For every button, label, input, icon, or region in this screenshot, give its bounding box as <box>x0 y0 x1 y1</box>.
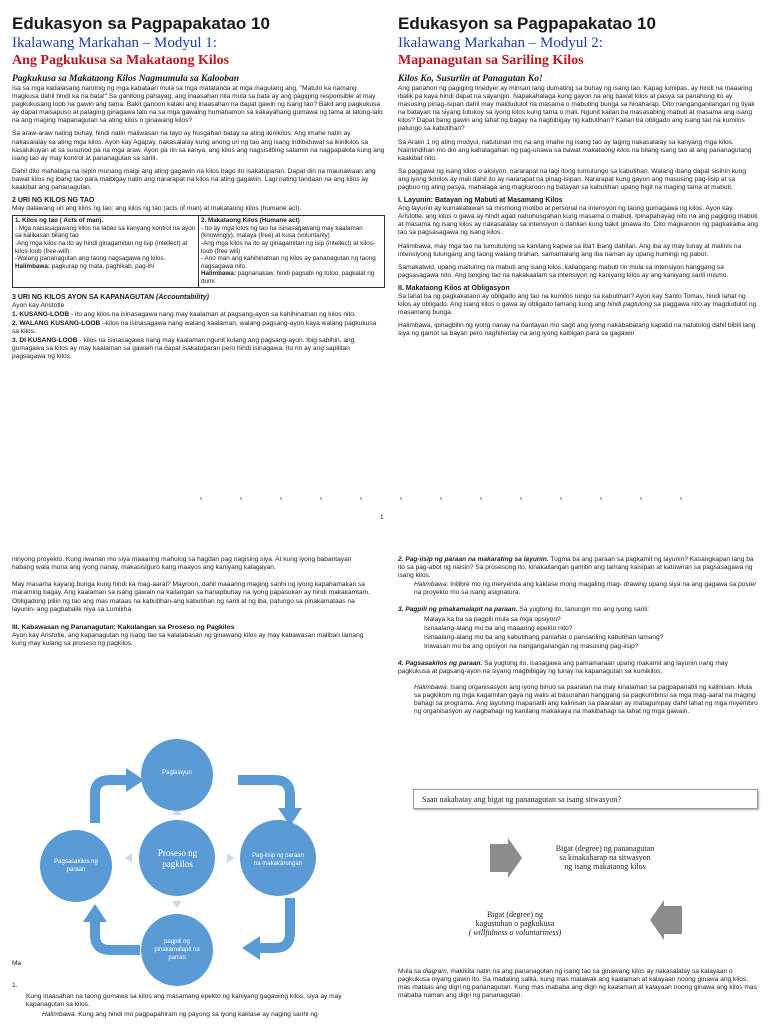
table-line: -Walang pananagutan ang taong nagsagawa ng kilos. <box>15 255 166 263</box>
paragraph: Halimbawa, ipinagbilin ng iyong nanay na bantayan mo sagit ang iyong nakababatang kapatid na natutulog dahil bibili lang siya ng gamot sa bayan pero naghihintay na ang iyong kaibigan para sa gagawin <box>398 322 756 338</box>
paragraph: Ang layunin ay kumakatawan sa mismong motibo at personal na intensyon ng taong gumagawa ng kilos. Ayon kay Aristotle, ang kilos o gawa ay hindi agad nahuhusgahan kung masama o mabuti. Ipinapahayag nito na ang pagiging mabuti at masama ng isang kilos ay nakasalalay sa intensiyon o dahilan kung bakit ginawa ito. Dito magkaroon ng pagkakaiba ang tao sa pagsasagawa ng isang kilos. <box>398 205 758 237</box>
paragraph: Sa araw-araw nating buhay, hindi natin maiiwasan na tayo ay husgahan batay sa ating ikinikilos. Ang imahe natin ay nakasalalay sa ating mga kilos. Ayon kay Agapay, nakasalalay kung anong uri ng tao ang isang indibiduwal sa ikinikilos sa kasalukuyan at sa susunod pa na mga araw. Ayon pa rin sa kanya, ang kilos ang nagsisilbing salamin na nagpapakita kung ang isang tao ay may kontrol at pananagutan sa sarili. <box>12 130 385 162</box>
scale-bottom-line: ( willfulness o voluntariness) <box>468 928 562 937</box>
section-title: I. Layunin: Batayan ng Mabuti at Masamang Kilos <box>398 197 563 205</box>
example-label: Halimbawa: <box>201 270 236 278</box>
module-label: Ikalawang Markahan – Modyul 1: <box>12 35 217 51</box>
section-subheading: Kilos Ko, Susuriin at Panagutan Ko! <box>398 74 543 84</box>
table-line: -Ang mga kilos na ito ay ginagamitan ng isip (intellect) at kilos-loob (free will) <box>201 240 375 255</box>
question: Malaya ka ba sa pagpili mula sa mga opsiyon? <box>424 615 561 623</box>
list-item-label: 3. Pagpili ng pinakamalapit na paraan. <box>398 606 518 614</box>
paragraph-text: sa paggawa nito ay magdudulot ng masamang bunga. <box>398 300 757 317</box>
example-label: Halimbawa: <box>414 581 449 589</box>
paragraph: ninyong proyekto. Kung iiwanan mo siya maaaring mahulog sa hagdan pag nagising siya. At kung iyong babantayan habang wala muna ang iyong nanay, makasisiguro kang maayos ang kaniyang kalagayan. <box>12 556 352 572</box>
cycle-arrow <box>95 780 128 823</box>
module-heading: Ang Pagkukusa sa Makataong Kilos <box>12 53 230 68</box>
page1-right-column <box>398 14 758 343</box>
list-item-label: 3. DI KUSANG-LOOB <box>12 336 78 344</box>
scale-bottom-label <box>440 910 590 937</box>
cycle-arrow <box>95 920 140 950</box>
list-item <box>12 320 385 336</box>
example-label: Halimbawa: <box>42 1011 77 1019</box>
paragraph <box>398 139 758 163</box>
scale-top-line: Bigat (degree) ng pananagutan <box>555 844 655 853</box>
list-item-label: 4. Pagsasakilos ng paraan. <box>398 659 483 667</box>
scale-bottom-line: kagustuhan o pagkukusa <box>475 919 555 928</box>
question-box: Saan nakabatay ang bigat ng pananagutan sa isang sitwasyon? <box>413 789 758 809</box>
paragraph-text: na proyekto mo sa isang asignatura. <box>414 589 521 597</box>
small-arrow <box>125 853 132 863</box>
paragraph: May masama kayang bunga kung hindi ka mag-aaral? Mayroon, dahil maaaring maging sanhi ng iyong kapahamakan sa maraming bagay. Ang kaalaman sa isang gawain na kailangan sa hanapbuhay na iyong papasukan ay hindi makakamtam. <box>12 581 371 597</box>
paragraph <box>398 684 758 716</box>
table-line: - Mga naisasagawang kilos na labas sa kanyang kontrol na ayon sa kalikasan bilang tao <box>15 224 196 240</box>
question: Iniwasan mo ba ang opsiyon na nangangailangan ng masusing pag-iisip? <box>424 642 639 650</box>
list-item-label: 2. WALANG KUSANG-LOOB <box>12 319 101 327</box>
section-subheading: Pagkukusa sa Makataong Kilos Nagmumula sa Kalooban <box>12 74 239 84</box>
cycle-arrow <box>258 898 290 948</box>
subject-title: Edukasyon sa Pagpapakatao 10 <box>12 14 270 33</box>
page2-right-bottom <box>398 968 758 1005</box>
table-cell-humane-act <box>199 216 385 287</box>
section-title-text: 3 URI NG KILOS AYON SA KAPANAGUTAN <box>12 293 155 301</box>
paragraph-text: Isang organisasyon ang iyong binuo sa paaralan na may kinalaman sa pagpapanatili ng kalinisan. Mula sa pagkikom ng mga kagamitan gaya ng walis at basurahan hanggang sa pagkumbinsi sa mga mag-aaral na maging bahagi sa programa. Ang layuning mapanatili ang kalinisan sa paaralan ay matagumpay dahil lahat ng mga miyembro ng organisasyon ay nagbahagi ng kanilang makakaya na makibahagi sa lahat ng mga gawain. <box>414 684 758 716</box>
list-item-label: 1. KUSANG-LOOB <box>12 310 70 318</box>
list-item <box>398 606 758 614</box>
paragraph-emphasis: drawing <box>621 581 647 589</box>
example-label: Halimbawa: <box>15 262 50 270</box>
paragraph: Halimbawa, may mga tao na tumutulong sa kanilang kapwa sa iba't ibang dahilan. Ang iba ay may tunay at malinis na intensiyong tulungang ang taong walang tirahan, samantalang ang iba naman ay upang humingi ng pabor. <box>398 242 742 258</box>
diagram-label-bottom: pagpili ng pinakamalapit na parran <box>154 939 200 961</box>
example-label: Halimbawa: <box>414 684 449 692</box>
scale-bottom-line: Bigat (degree) ng <box>487 910 543 919</box>
paragraph: May dalawang uri ang kilos ng tao: ang kilos ng tao (acts of man) at makataong kilos (humane act). <box>12 205 302 213</box>
table-cell-acts-of-man <box>13 216 199 287</box>
list-item <box>12 311 385 319</box>
section-title: III. Kabawasan ng Pananagutan: Kakulangan sa Proseso ng Pagkilos <box>12 623 235 631</box>
table-cell-heading: 1. Kilos ng tao ( Acts of man). <box>15 217 104 225</box>
diagram-label-right: Pag-iisip ng paraan na makakarungan <box>252 853 304 867</box>
paragraph: Ang panahon ng pagiging tinedyer ay minsan lang dumating sa buhay ng isang tao. Kapag lumipas, ay hindi na maaaring ibalik pa kaya hindi dapat na sayangin. Napakahalaga kung gayon na ang bawat kilos at pasya sa panahong ito ay masusing pinag-isipan dahil may maidudulot na masama o mabuting bunga sa hinaharap. Dito nanganganilangan ng tiyak na batayan na siyang tutukoy sa iyong kilos kung tama o mali. Ngunit kailan ba masasabing mabuti at masama ang isang kilos? Dapat bang gawin ang lahat ng bagay na nagbibigay ng kabutihan? Kailan ba obligado ang isang tao na kumilos patungo sa kabutihan? <box>398 85 755 133</box>
paragraph-text: upang siya na ang gagawa sa <box>646 581 739 589</box>
page1-left-column <box>12 14 385 362</box>
paragraph <box>398 581 758 597</box>
paragraph: Obligadong piliin ng tao ang mas mataas na kabutihan-ang kabutihan ng sarili at ng iba, patungo sa pinakamataas na layunin- ang pagbabalik niya sa Lumikha. <box>12 598 355 614</box>
paragraph: Ayon kay Aristotle, ang kapanagutan ng isang tao sa kalalabasan ng ginawang kilos ay may kabawasan maliban lamang kung may kulang sa proseso ng pagkilos. <box>12 631 364 647</box>
list-item <box>12 337 385 361</box>
kilos-table <box>12 215 385 287</box>
paragraph <box>398 968 758 1000</box>
paragraph <box>398 293 758 317</box>
page-number: 1 <box>380 514 384 521</box>
small-arrow <box>227 853 234 863</box>
list-item <box>398 660 758 676</box>
list-item-text: Tugma ba ang paraan sa pagkamit ng layunin? Kasangkapan lang ba ito sa pag-abot ng naisin? Sa prosesong ito, kinakailangan gamitin ang tamang kaisipan at katuwiran sa pagsasagawa ng isang kilos. <box>398 556 754 580</box>
list-item-text: - kilos na isinasagawa nang may kaalaman ngunit kulang ang pagsang-ayon. Ibig sabihin, ang gumagawa sa kilos ay may kaalaman sa gawain na dapat isakatuparan pero hindi isinagawa. Ito rin ay ang sapilitan pagsagawa ng kilos. <box>12 336 355 361</box>
small-arrow <box>172 901 182 908</box>
section-title-emphasis: (Accountability) <box>156 293 209 301</box>
paragraph-text: Inilibre mo ng meryenda ang kaklase mong magaling mag- <box>448 581 622 589</box>
page2-left-bottom <box>26 993 371 1024</box>
scale-top-label <box>530 844 680 871</box>
list-item-label: 2. Pag-iisip ng paraan na makarating sa layunin. <box>398 556 549 563</box>
section-title <box>12 294 385 301</box>
section-title: 2 URI NG KILOS NG TAO <box>12 197 95 205</box>
paragraph-text: na bilang isang tao at ang pananagutang kaakibat nito. <box>398 146 752 162</box>
list-item <box>398 556 758 580</box>
down-arrow-icon <box>650 900 682 940</box>
example-text: pagnanakaw, hindi pagsabi ng totoo, pagkalat ng dumi <box>201 270 375 285</box>
paragraph-text: Mula sa <box>398 968 423 975</box>
paragraph-emphasis: diagram <box>422 968 447 975</box>
paragraph <box>26 1011 371 1019</box>
page2-left-column <box>12 556 372 653</box>
list-item-text: –kilos na isinasagawa nang walang kaalaman, walang pagsang-ayon kaya walang pagkukusa sa kilos. <box>12 319 377 335</box>
paragraph: Dahil dito mahalaga na isipin munang maigi ang ating gagawin na kilos bago ito isakatuparan. Dapat din na maunawaan ang bawat kilos ng ibang tao para maibigay natin ang nararapat na kilos na ating gagawin. Lagi nating tandaan na ang kilos ay kaakibat ang pananagutan. <box>12 167 376 192</box>
scale-top-line: sa kinakaharap na sitwasyon <box>559 853 651 862</box>
source-line: Ayon kay Aristotle <box>12 301 65 309</box>
list-item-text: - ito ang kilos na isinasagawa nang may kaalaman at pagsang-ayon sa kahihinatnan ng kilos nito. <box>69 310 356 318</box>
paragraph: Kung inaasahan na taong gumawa sa kilos ang masamang epekto ng kaniyang gagawing kilos, siya ay may kapanagutan sa kilos. <box>26 993 342 1009</box>
diagram-label-top: Paglalayon <box>162 770 192 776</box>
paragraph-emphasis: makataong kilos <box>582 146 631 154</box>
paragraph: Samakatwid, upang maituring na mabuti ang isang kilos, kailangang mabuti rin mula sa intensiyon hanggang sa pagsasagawa nito. Ang tanging tao na nakakaalam sa intensiyon ng kaniyang kilos ay ang kaniyang sarili mismo. <box>398 263 729 279</box>
page2-right-column <box>398 556 758 722</box>
question: Isinaalang-alang mo ba ang kabutihang panlahat o pansariling kabutihan lamang? <box>424 633 664 641</box>
paragraph: Isa sa mga kadalasang naririnig ng mga kabataan mula sa mga matatanda at mga magulang ang, "Matuto ka namang magkusa dahil hindi ka na bata!" Sa ganitong pahayag, ang inaasahan nila mula sa bata ay ang pagiging responsible at may pagkukusang loob na gawin ang tama. Bakit ganoon kalaki ang inaasahan na dapat gawin ng isang tao? Bakit ang pagkukusa ay dapat maisapuso at palaging ginagawa lalo na sa mga gawaing humahamon sa kakayahang gumawa ng tama at lalong-lalo na ang maging mapanagutan sa ating kilos o ginawang kilos? <box>12 85 383 125</box>
paragraph-text: Sa lahat ba ng pagkakataon ay obligado ang tao na kumilos tungo sa kabutihan? Ayon kay Santo Tomas, hindi lahat ng kilos ay obligado. Ang isang kilos o gawa ay obligado lamang kung ang <box>398 292 746 308</box>
table-cell-heading: 2. Makataong Kilos (Humane act) <box>201 217 300 225</box>
table-line: - Ito ay mga kilos ng tao na isinasagawang may kaalaman (knowingly), malaya (free) at kusa (voluntarily) <box>201 224 363 240</box>
scale-top-line: ng isang makataong kilos <box>564 862 646 871</box>
cycle-arrow <box>238 780 290 810</box>
table-line: - Ano man ang kahihinatnan ng kilos ay pananagutan ng taong nagsagawa nito. <box>201 255 376 270</box>
diagram-label-center: Proseso ng pagkilos <box>157 848 198 869</box>
module-label: Ikalawang Markahan – Modyul 2: <box>398 35 603 51</box>
cycle-arrow-head <box>242 936 260 960</box>
section-title: II. Makataong Kilos at Obligasyon <box>398 284 510 292</box>
text-fragment: 1. <box>12 982 18 989</box>
page-divider-dots <box>200 497 700 500</box>
module-heading: Mapanagutan sa Sariling Kilos <box>398 53 584 68</box>
paragraph-emphasis: poster <box>738 581 757 589</box>
question: Isinaalang-alang mo ba ang maaaring epekto nito? <box>424 624 573 632</box>
diagram-label-left: Pagsasakilos ng paraan <box>54 859 98 873</box>
text-fragment: Ma <box>12 960 22 967</box>
list-item-text: Sa yugtong ito, tanungin mo ang iyong sarili: <box>517 606 650 614</box>
paragraph-text: Kung ang hindi mo pagpapahiram ng payong sa iyong kaklase ay naging sanhi ng <box>76 1011 318 1019</box>
cycle-arrow-head <box>83 904 107 922</box>
paragraph-text: Sa Aralin 1 ng ating modyul, natutunan mo na ang imahe ng isang tao ay laging nakasalalay sa kanyang mga kilos. Naintindihan mo din ang kahalagahan ng pag-unawa sa bawat <box>398 138 734 154</box>
subject-title: Edukasyon sa Pagpapakatao 10 <box>398 14 656 33</box>
paragraph: Sa paggawa ng isang kilos o aksiyon, nararapat na lagi itong tumutungo sa kabutihan. Walang ibang dapat sisihin kung ang iyong ikinilos ay mali dahil ito ay nararapat na pinag-isipan. Nararapat kung gayon ang masusing pag-iisip at sa pagbuo ng ating pasya, mahalaga ang magkaroon ng batayan sa kabutihan upang higit na maging tama at mabuti. <box>398 167 746 192</box>
table-line: -Ang mga kilos na ito ay hindi ginagamitan ng isip (intellect) at kilos-loob (free-will). <box>15 240 188 255</box>
paragraph-text: , makikita natin na ang pananagutan ng isang tao sa ginawang kilos ay nakasalalay sa kalayaan o pagkukusa niyang gawin ito. Sa madaling salita, kung mas malawak ang kaalaman at kalayaan noong ginawa ang kilos, mas mataas ang digri ng pananagutan. Kung mas mababa ang digri ng kaalaman at kalayaan noong ginawa ang kilos mas mababa naman ang digri ng pananagutan. <box>398 968 757 1000</box>
list-item-text: Sa yugtong ito, isasagawa ang pamamaraan upang makamit ang layunin nang may pagkukusa at pagsang-ayon na siyang magbibigay ng tunay na kapanagutan sa kumikilos. <box>398 659 728 676</box>
question-list <box>398 616 758 651</box>
example-text: pagkurap ng mata, paghikab, pag-ihi <box>50 262 154 270</box>
up-arrow-icon <box>490 838 522 878</box>
paragraph-emphasis: hindi pagtulong <box>607 300 653 308</box>
